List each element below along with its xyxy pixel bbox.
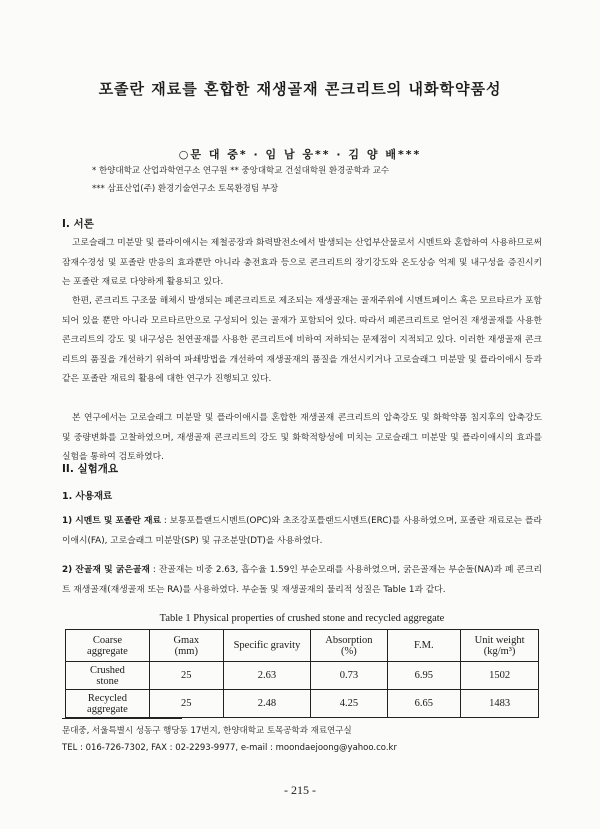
footnote-address: 문대중, 서울특별시 성동구 행당동 17번지, 한양대학교 토목공학과 재료연구실 [62,726,352,736]
table-cell: 1502 [461,662,539,690]
affiliation-line-1: * 한양대학교 산업과학연구소 연구원 ** 중앙대학교 건설대학원 환경공학과 교수 [92,166,390,176]
table-cell: 2.48 [223,690,311,718]
header-cell: Coarse aggregate [66,630,150,662]
affiliation-line-2: *** 삼표산업(주) 환경기술연구소 토목환경팀 부장 [92,184,279,194]
footnote-divider [62,718,182,719]
intro-paragraph-2: 한편, 콘크리트 구조물 해체시 발생되는 폐콘크리트로 제조되는 재생골재는 골재주위에 시멘트페이스 혹은 모르타르가 포함되어 있을 뿐만 아니라 모르타르만으로 구성되어 있는 골재가 포함되어 있다. 따라서 폐콘크리트로 얻어진 재생골재를 사용한 콘크리트의 강도 및 내구성은 천연골재를 사용한 콘크리트에 비하여 저하되는 문제점이 지적되고 있다. 이러한 재생골재 콘크리트의 품질을 개선하기 위하여 파쇄방법을 개선하여 재생골재의 품질을 개선시키거나 고로슬래그 미분말 및 플라이애시 등과 같은 포졸란 재료의 활용에 대한 연구가 진행되고 있다. [62,296,542,384]
header-cell: Specific gravity [223,630,311,662]
paper-title: 포졸란 재료를 혼합한 재생골재 콘크리트의 내화학약품성 [98,80,502,98]
item-label: 2) 잔골재 및 굵은골재 [62,565,150,575]
table-cell: 25 [149,662,223,690]
table-caption: Table 1 Physical properties of crushed stone and recycled aggregate [159,613,445,624]
item-label: 1) 시멘트 및 포졸란 재료 [62,516,162,526]
table-cell: 6.65 [387,690,461,718]
section-heading-introduction: I. 서론 [62,218,94,230]
table-cell: Recycled aggregate [66,690,150,718]
table-header-row [66,630,539,662]
section-heading-experiment: II. 실험개요 [62,463,119,475]
item-text: : 잔골재는 비중 2.63, 흡수율 1.59인 부순모래를 사용하였으며, 굵은골재는 부순돌(NA)과 폐 콘크리트 재생골재(재생골재 또는 RA)를 사용하였다. 부순돌 및 재생골재의 물리적 성질은 Table 1과 같다. [62,565,542,595]
table-cell: 1483 [461,690,539,718]
subsection-heading-materials: 1. 사용재료 [62,491,113,502]
page-number: - 215 - [284,783,316,797]
author-list: ○문 대 중* · 임 남 웅** · 김 양 배*** [178,148,422,161]
header-cell: Gmax (mm) [149,630,223,662]
header-cell: Unit weight (kg/m³) [461,630,539,662]
header-cell: F.M. [387,630,461,662]
table-cell: Crushed stone [66,662,150,690]
table-cell: 4.25 [311,690,387,718]
table-row [66,662,539,690]
aggregate-properties-table [65,629,539,718]
table-cell: 0.73 [311,662,387,690]
item-text: : 보통포틀랜드시멘트(OPC)와 초조강포틀랜드시멘트(ERC)를 사용하였으며, 포졸란 재료로는 플라이애시(FA), 고로슬래그 미분말(SP) 및 규조분말(DT)을 사용하였다. [62,516,542,546]
materials-item-aggregate [62,561,542,600]
intro-paragraph-3: 본 연구에서는 고로슬래그 미분말 및 플라이애시를 혼합한 재생골재 콘크리트의 압축강도 및 화학약품 침지후의 압축강도 및 중량변화를 고찰하였으며, 재생골재 콘크리트의 강도 및 화학적항성에 미치는 고로슬래그 미분말 및 플라이애시의 효과를 실험을 통하여 검토하였다. [62,413,542,462]
footnote-contact: TEL : 016-726-7302, FAX : 02-2293-9977, e-mail : moondaejoong@yahoo.co.kr [62,743,397,753]
materials-item-cement [62,512,542,551]
table-cell: 6.95 [387,662,461,690]
table-cell: 25 [149,690,223,718]
table-row [66,690,539,718]
intro-paragraph-1: 고로슬래그 미분말 및 플라이애시는 제철공장과 화력발전소에서 발생되는 산업부산물로서 시멘트와 혼합하여 사용하므로써 잠재수경성 및 포졸란 반응의 효과뿐만 아니라 충전효과 등으로 콘크리트의 장기강도와 온도상승 억제 및 내구성을 증진시키는 포졸란 재료로 다양하게 활용되고 있다. [62,238,542,287]
table-cell: 2.63 [223,662,311,690]
header-cell: Absorption (%) [311,630,387,662]
